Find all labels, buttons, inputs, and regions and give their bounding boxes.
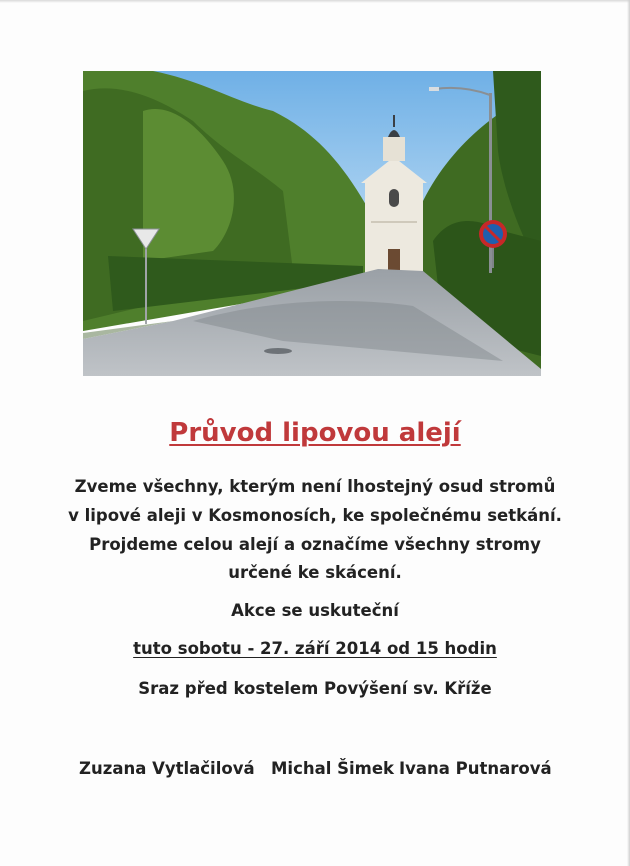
event-date [0,636,630,662]
organizer-3: Ivana Putnarová [399,759,552,778]
organizer-2: Michal Šimek [271,759,395,778]
organizer-1: Zuzana Vytlačilová [79,759,255,778]
street-photo [83,71,541,376]
event-date-text: tuto sobotu - 27. září 2014 od 15 hodin [133,639,497,658]
scan-edge-top [0,0,630,3]
poster-title-text: Průvod lipovou alejí [169,418,461,448]
invitation-line-1: Zveme všechny, kterým není lhostejný osud stromů [74,477,556,496]
street-photo-drawing [83,71,541,376]
invitation-line-3: Projdeme celou alejí a označíme všechny stromy [89,535,541,554]
poster-title [0,413,630,453]
meeting-point: Sraz před kostelem Povýšení sv. Kříže [138,679,492,698]
invitation-line-4: určené ke skácení. [228,563,402,582]
event-intro: Akce se uskuteční [231,601,399,620]
invitation-line-2: v lipové aleji v Kosmonosích, ke společnému setkání. [68,506,562,525]
manhole [264,348,292,354]
